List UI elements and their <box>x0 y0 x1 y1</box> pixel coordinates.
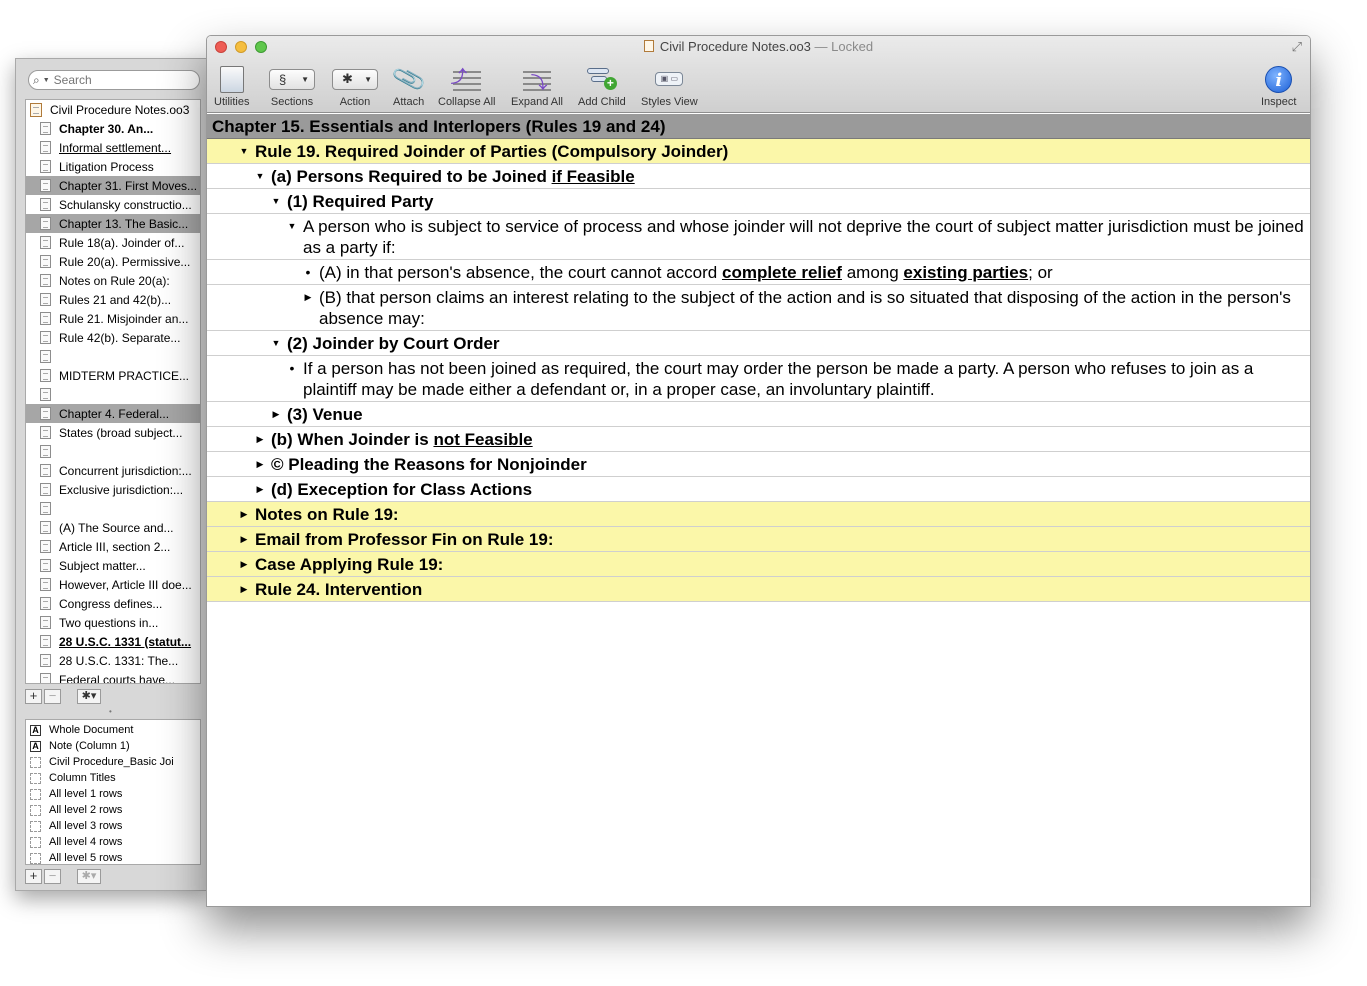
outline-row[interactable] <box>207 552 1310 577</box>
styles-remove-button[interactable]: − <box>44 869 61 884</box>
add-child-icon: + <box>587 68 617 90</box>
utilities-label: Utilities <box>214 96 250 108</box>
sidebar-item[interactable] <box>26 347 200 366</box>
chevron-down-icon: ▼ <box>301 74 309 84</box>
outline-text-segment: Case Applying Rule 19: <box>255 555 444 574</box>
outline-heading-row[interactable] <box>207 114 1310 139</box>
sidebar-drawer <box>15 58 206 891</box>
outline-text-segment: Email from Professor Fin on Rule 19: <box>255 530 554 549</box>
sidebar-remove-button[interactable]: − <box>44 689 61 704</box>
sidebar-outline-list[interactable] <box>25 99 201 684</box>
style-item[interactable] <box>26 786 200 802</box>
sidebar-item-label: Civil Procedure Notes.oo3 <box>50 102 190 117</box>
style-item-label: All level 4 rows <box>49 836 123 848</box>
style-item[interactable] <box>26 818 200 834</box>
document-icon <box>40 217 51 230</box>
sidebar-item[interactable] <box>26 290 200 309</box>
sidebar-item[interactable] <box>26 594 200 613</box>
gear-icon: ✱ <box>342 71 353 86</box>
outline-row-text[interactable] <box>271 454 1304 475</box>
sidebar-item-label: Rule 21. Misjoinder an... <box>59 311 189 326</box>
sidebar-item-label: Rule 42(b). Separate... <box>59 330 181 345</box>
style-item-label: Whole Document <box>49 724 134 736</box>
bullet-icon: • <box>289 360 295 376</box>
document-icon <box>40 578 51 591</box>
sidebar-item[interactable] <box>26 119 200 138</box>
sidebar-item-label: Two questions in... <box>59 615 159 630</box>
outline-row-text[interactable] <box>255 554 1304 575</box>
style-item-label: All level 1 rows <box>49 788 123 800</box>
document-icon <box>40 445 51 458</box>
style-item-label: All level 2 rows <box>49 804 123 816</box>
sections-button[interactable] <box>269 64 315 110</box>
outline-row[interactable] <box>207 527 1310 552</box>
outline-text-segment: (b) When Joinder is <box>271 430 434 449</box>
outline-row-text[interactable] <box>255 579 1304 600</box>
style-swatch-icon <box>30 757 41 768</box>
fullscreen-icon[interactable]: ⤢ <box>1291 39 1302 54</box>
sidebar-item[interactable] <box>26 423 200 442</box>
outline-text-segment: (1) Required Party <box>287 192 434 211</box>
document-icon <box>40 654 51 667</box>
sidebar-item[interactable] <box>26 537 200 556</box>
sections-label: Sections <box>270 96 314 108</box>
outline-text-segment: if Feasible <box>551 167 635 186</box>
document-icon <box>40 673 51 684</box>
action-label: Action <box>339 96 371 108</box>
sidebar-toolbar <box>25 687 101 705</box>
sidebar-item[interactable] <box>26 404 200 423</box>
document-icon <box>40 407 51 420</box>
style-item[interactable] <box>26 834 200 850</box>
attach-button[interactable] <box>389 61 428 110</box>
sidebar-item[interactable] <box>26 233 200 252</box>
disclosure-collapsed-icon[interactable]: ▶ <box>240 559 248 569</box>
sidebar-gear-button[interactable]: ✱▾ <box>77 689 101 704</box>
info-icon: i <box>1265 66 1292 93</box>
outline-text-segment: complete relief <box>721 263 842 282</box>
outline-text-segment: If a person has not been joined as required, the court may order the person be made a party. A person who refuses to join as a plaintiff may be made either a defendant or, in a proper case, an involuntary plaintiff. <box>303 359 1254 399</box>
document-icon <box>40 597 51 610</box>
outline-text-segment: © Pleading the Reasons for Nonjoinder <box>271 455 587 474</box>
disclosure-collapsed-icon[interactable]: ▶ <box>256 459 264 469</box>
outline-row[interactable] <box>207 164 1310 189</box>
outline-row[interactable] <box>207 189 1310 214</box>
sidebar-item-label: MIDTERM PRACTICE... <box>59 368 190 383</box>
style-item-label: Note (Column 1) <box>49 740 130 752</box>
document-icon <box>40 369 51 382</box>
style-swatch-icon <box>30 853 41 864</box>
style-swatch-icon: A <box>30 725 41 736</box>
style-item-label: All level 5 rows <box>49 852 123 864</box>
collapse-all-label: Collapse All <box>438 96 496 108</box>
styles-add-button[interactable]: + <box>25 869 42 884</box>
inspect-button[interactable] <box>1261 64 1296 110</box>
outline-text-segment: (3) Venue <box>287 405 363 424</box>
sidebar-item-label: (A) The Source and... <box>59 520 174 535</box>
sidebar-item-label: Litigation Process <box>59 159 154 174</box>
style-item[interactable] <box>26 802 200 818</box>
outline-text-segment: (B) that person claims an interest relating to the subject of the action and is so situated that disposing of the action in the person's absence may: <box>319 288 1291 328</box>
utilities-button[interactable] <box>214 64 249 110</box>
document-icon <box>40 483 51 496</box>
document-icon <box>40 293 51 306</box>
outline-row[interactable] <box>207 214 1310 260</box>
document-icon <box>40 198 51 211</box>
sidebar-add-button[interactable]: + <box>25 689 42 704</box>
disclosure-expanded-icon[interactable]: ▼ <box>287 221 297 231</box>
sidebar-item[interactable] <box>26 157 200 176</box>
utilities-icon <box>220 66 244 93</box>
sidebar-item-label: States (broad subject... <box>59 425 183 440</box>
document-icon <box>40 388 51 401</box>
disclosure-expanded-icon[interactable]: ▼ <box>255 171 265 181</box>
style-item-label: Column Titles <box>49 772 116 784</box>
document-icon <box>40 559 51 572</box>
disclosure-collapsed-icon[interactable]: ▶ <box>240 584 248 594</box>
paperclip-icon: 📎 <box>389 61 428 97</box>
style-item-label: All level 3 rows <box>49 820 123 832</box>
add-child-button[interactable] <box>578 64 626 110</box>
disclosure-collapsed-icon[interactable]: ▶ <box>256 434 264 444</box>
disclosure-collapsed-icon[interactable]: ▶ <box>240 509 248 519</box>
outline-text-segment: among <box>841 263 904 282</box>
style-swatch-icon <box>30 789 41 800</box>
outline-text-segment: Notes on Rule 19: <box>255 505 399 524</box>
sidebar-item[interactable] <box>26 309 200 328</box>
outline-row-text[interactable] <box>303 216 1304 258</box>
outline-text-segment: (d) Exeception for Class Actions <box>271 480 533 499</box>
outline-row-text[interactable] <box>319 287 1304 329</box>
outline-row[interactable] <box>207 356 1310 402</box>
style-item[interactable] <box>26 722 200 738</box>
outline-text-segment: (a) Persons Required to be Joined <box>271 167 552 186</box>
sidebar-item-label: Rule 20(a). Permissive... <box>59 254 191 269</box>
document-icon <box>40 540 51 553</box>
outline-text-segment: Rule 19. Required Joinder of Parties (Compulsory Joinder) <box>255 142 729 161</box>
document-icon <box>40 236 51 249</box>
sidebar-item-label: Chapter 30. An... <box>59 121 154 136</box>
outline-heading-text: Chapter 15. Essentials and Interlopers (Rules 19 and 24) <box>212 117 666 136</box>
outline-text-segment: (A) in that person's absence, the court cannot accord <box>319 263 722 282</box>
sidebar-item[interactable] <box>26 271 200 290</box>
styles-view-button[interactable] <box>641 64 698 110</box>
sidebar-item-label: Exclusive jurisdiction:... <box>59 482 184 497</box>
disclosure-expanded-icon[interactable]: ▼ <box>271 338 281 348</box>
outline-row[interactable] <box>207 139 1310 164</box>
outline-row-text[interactable] <box>255 529 1304 550</box>
styles-view-label: Styles View <box>641 96 698 108</box>
outline-row-text[interactable] <box>287 333 1304 354</box>
sidebar-item[interactable] <box>26 575 200 594</box>
document-icon <box>644 40 654 52</box>
window-toolbar <box>207 36 1310 113</box>
outline-row-text[interactable] <box>255 141 1304 162</box>
document-icon <box>40 331 51 344</box>
style-swatch-icon <box>30 821 41 832</box>
sidebar-item-label: Federal courts have... <box>59 672 176 684</box>
sidebar-item[interactable] <box>26 138 200 157</box>
sidebar-item-label: Informal settlement... <box>59 140 172 155</box>
expand-all-icon: ⤵ <box>523 68 551 90</box>
styles-view-icon: ▣ ▭ <box>655 72 683 86</box>
styles-gear-button[interactable]: ✱▾ <box>77 869 101 884</box>
document-icon <box>40 635 51 648</box>
action-button[interactable] <box>332 64 378 110</box>
style-item-label: Civil Procedure_Basic Joi <box>49 756 174 768</box>
search-icon: ⌕ <box>33 72 40 87</box>
sidebar-item-label: Concurrent jurisdiction:... <box>59 463 192 478</box>
collapse-all-button[interactable] <box>438 64 495 110</box>
outline-row-text[interactable] <box>271 166 1304 187</box>
sidebar-item[interactable] <box>26 366 200 385</box>
outline-row[interactable] <box>207 502 1310 527</box>
sidebar-item-label: Chapter 31. First Moves... <box>59 178 198 193</box>
outline-row[interactable] <box>207 427 1310 452</box>
sidebar-item[interactable] <box>26 176 200 195</box>
disclosure-collapsed-icon[interactable]: ▶ <box>240 534 248 544</box>
sidebar-item-label: Rules 21 and 42(b)... <box>59 292 172 307</box>
document-icon <box>40 255 51 268</box>
outline-row-text[interactable] <box>303 358 1304 400</box>
outline-row[interactable] <box>207 402 1310 427</box>
outline-row-text[interactable] <box>319 262 1304 283</box>
document-icon <box>40 122 51 135</box>
outline-row[interactable] <box>207 452 1310 477</box>
attach-label: Attach <box>393 96 425 108</box>
document-icon <box>40 141 51 154</box>
outline-row[interactable] <box>207 285 1310 331</box>
sidebar-item[interactable] <box>26 518 200 537</box>
sidebar-item-label: Rule 18(a). Joinder of... <box>59 235 185 250</box>
disclosure-collapsed-icon[interactable]: ▶ <box>256 484 264 494</box>
window-title <box>207 39 1310 54</box>
style-swatch-icon <box>30 773 41 784</box>
sidebar-item[interactable] <box>26 385 200 404</box>
sidebar-item[interactable] <box>26 556 200 575</box>
outline-row[interactable] <box>207 477 1310 502</box>
style-item[interactable] <box>26 754 200 770</box>
outline-text-segment: not Feasible <box>433 430 533 449</box>
collapse-all-icon: ⤴ <box>453 68 481 90</box>
add-child-label: Add Child <box>578 96 626 108</box>
outline-row[interactable] <box>207 577 1310 602</box>
disclosure-expanded-icon[interactable]: ▼ <box>271 196 281 206</box>
outline-row-text[interactable] <box>271 479 1304 500</box>
document-icon <box>40 274 51 287</box>
document-icon <box>40 502 51 515</box>
outline-rows <box>207 139 1310 602</box>
sidebar-item-label: Subject matter... <box>59 558 146 573</box>
sidebar-item[interactable] <box>26 632 200 651</box>
outline-row-text[interactable] <box>287 404 1304 425</box>
outline-row-text[interactable] <box>271 429 1304 450</box>
sidebar-item[interactable] <box>26 670 200 684</box>
sidebar-item-label: Chapter 13. The Basic... <box>59 216 189 231</box>
document-icon <box>40 312 51 325</box>
locked-status: — Locked <box>814 39 874 54</box>
sections-icon: § <box>279 71 287 87</box>
sidebar-item[interactable] <box>26 214 200 233</box>
sidebar-item-label: Schulansky constructio... <box>59 197 192 212</box>
style-item[interactable] <box>26 850 200 866</box>
sidebar-item[interactable] <box>26 651 200 670</box>
document-icon <box>40 160 51 173</box>
document-icon <box>30 103 42 117</box>
sidebar-item-label: However, Article III doe... <box>59 577 192 592</box>
document-icon <box>40 350 51 363</box>
search-input[interactable] <box>54 73 179 87</box>
outline-row-text[interactable] <box>255 504 1304 525</box>
outline-text-segment: existing parties <box>903 263 1029 282</box>
sidebar-item[interactable] <box>26 252 200 271</box>
sidebar-item-label: 28 U.S.C. 1331 (statut... <box>59 634 192 649</box>
sidebar-item-label: 28 U.S.C. 1331: The... <box>59 653 179 668</box>
search-field[interactable] <box>28 70 200 90</box>
document-icon <box>40 426 51 439</box>
style-item[interactable] <box>26 738 200 754</box>
sidebar-item[interactable] <box>26 613 200 632</box>
outline-text-segment: ; or <box>1028 263 1053 282</box>
window-title-text: Civil Procedure Notes.oo3 <box>659 39 811 54</box>
style-swatch-icon <box>30 805 41 816</box>
styles-list[interactable] <box>25 719 201 865</box>
outline-text-segment: A person who is subject to service of process and whose joinder will not deprive the court of subject matter jurisdiction must be joined as a party if: <box>303 217 1304 257</box>
sidebar-item[interactable] <box>26 100 200 119</box>
document-icon <box>40 521 51 534</box>
document-icon <box>40 179 51 192</box>
outline-view[interactable] <box>207 114 1310 602</box>
sidebar-item-label: Chapter 4. Federal... <box>59 406 170 421</box>
sidebar-item[interactable] <box>26 195 200 214</box>
document-window <box>206 35 1311 907</box>
chevron-down-icon: ▼ <box>364 74 372 84</box>
sidebar-item[interactable] <box>26 480 200 499</box>
expand-all-button[interactable] <box>511 64 563 110</box>
disclosure-collapsed-icon[interactable]: ▶ <box>272 409 280 419</box>
document-icon <box>40 616 51 629</box>
outline-text-segment: Rule 24. Intervention <box>255 580 423 599</box>
outline-row[interactable] <box>207 331 1310 356</box>
style-swatch-icon <box>30 837 41 848</box>
sidebar-item[interactable] <box>26 442 200 461</box>
sidebar-item-label: Notes on Rule 20(a): <box>59 273 170 288</box>
styles-toolbar <box>25 867 101 885</box>
expand-all-label: Expand All <box>511 96 563 108</box>
sidebar-item-label: Article III, section 2... <box>59 539 171 554</box>
splitter-handle-icon[interactable]: • <box>109 707 112 716</box>
document-icon <box>40 464 51 477</box>
sidebar-item[interactable] <box>26 461 200 480</box>
inspect-label: Inspect <box>1261 96 1297 108</box>
sidebar-item[interactable] <box>26 328 200 347</box>
bullet-icon: • <box>305 264 311 280</box>
outline-text-segment: (2) Joinder by Court Order <box>287 334 500 353</box>
search-menu-chevron-icon[interactable]: ▼ <box>42 76 50 84</box>
disclosure-expanded-icon[interactable]: ▼ <box>239 146 249 156</box>
outline-row-text[interactable] <box>287 191 1304 212</box>
style-swatch-icon: A <box>30 741 41 752</box>
sidebar-item-label: Congress defines... <box>59 596 163 611</box>
style-item[interactable] <box>26 770 200 786</box>
outline-row[interactable] <box>207 260 1310 285</box>
disclosure-collapsed-icon[interactable]: ▶ <box>304 292 312 302</box>
sidebar-item[interactable] <box>26 499 200 518</box>
